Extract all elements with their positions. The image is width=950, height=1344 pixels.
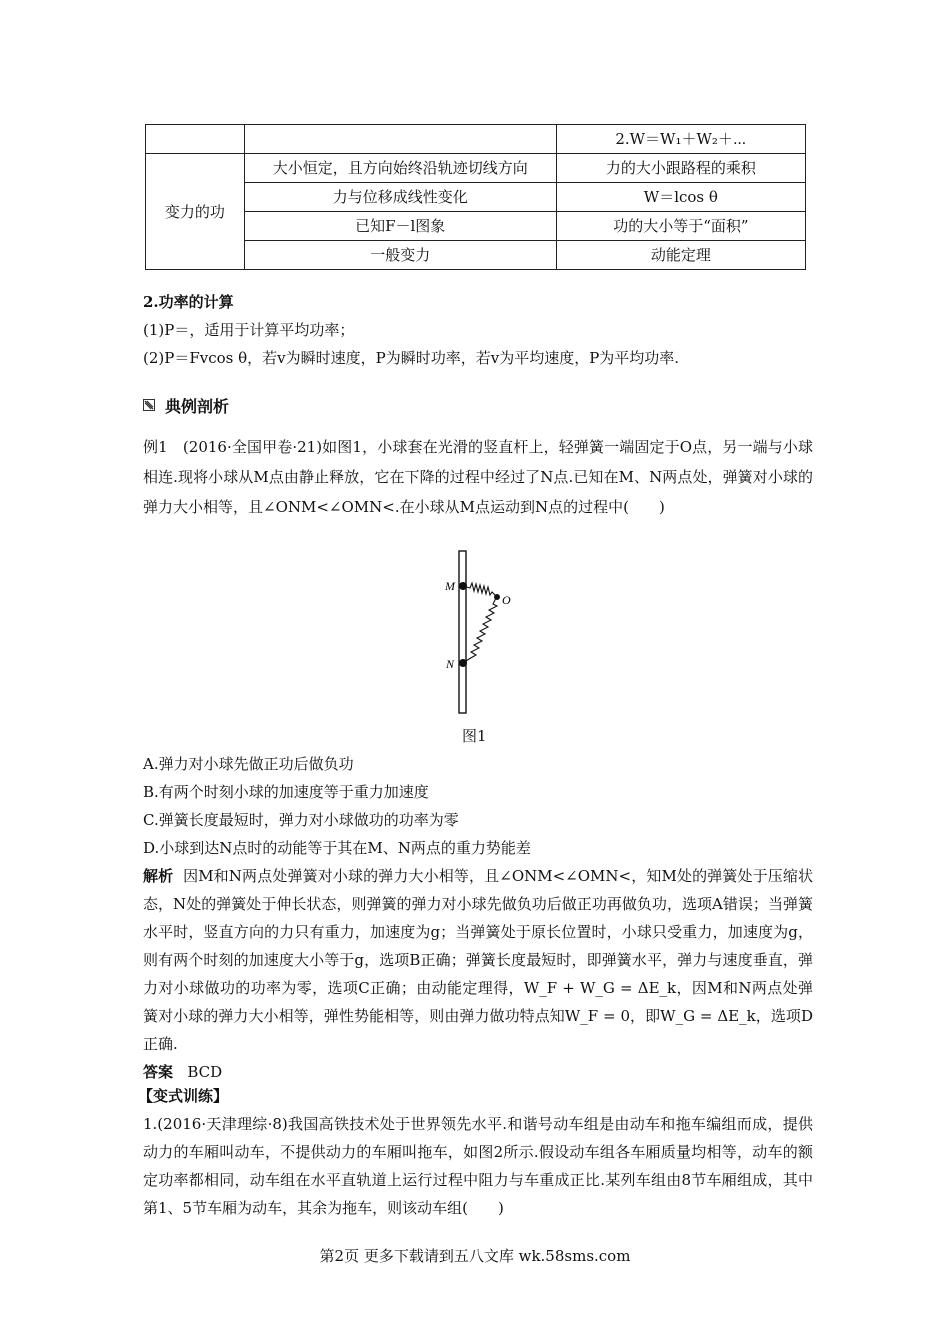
table-cell-condition: 一般变力: [244, 241, 556, 270]
table-row: [146, 125, 806, 154]
point-o: [494, 594, 500, 600]
answer-label: 答案: [143, 1063, 174, 1081]
table-row: [146, 183, 806, 212]
page-footer: 第2页 更多下载请到五八文库 wk.58sms.com: [319, 1247, 631, 1265]
table-row: [146, 241, 806, 270]
section-heading: [143, 392, 229, 418]
spring-diagonal: [463, 598, 497, 663]
table-cell-method: 动能定理: [556, 241, 805, 270]
answer-value: BCD: [187, 1063, 223, 1081]
ball-m: [459, 582, 467, 590]
option-b: B.有两个时刻小球的加速度等于重力加速度: [143, 783, 429, 801]
table-row: [146, 212, 806, 241]
section-title: 典例剖析: [165, 396, 230, 416]
power-line-2: (2)P＝Fvcos θ，若v为瞬时速度，P为瞬时功率，若v为平均速度，P为平均功率.: [143, 349, 680, 367]
vertical-rod: [459, 551, 466, 713]
table-cell-condition: 力与位移成线性变化: [244, 183, 556, 212]
work-calculation-table: [145, 124, 806, 270]
variant-question: 1.(2016·天津理综·8)我国高铁技术处于世界领先水平.和谐号动车组是由动车和拖车编组而成，提供动力的车厢叫动车，不提供动力的车厢叫拖车，如图2所示.假设动车组各车厢质量均相等，动车的额定功率都相同，动车组在水平直轨道上运行过程中阻力与车重成正比.某列车组由8节车厢组成，其中第1、5节车厢为动车，其余为拖车，则该动车组( ): [143, 1115, 813, 1217]
option-a: A.弹力对小球先做正功后做负功: [143, 755, 354, 773]
table-cell: 2.W＝W₁＋W₂＋⋯: [556, 125, 805, 154]
power-line-1: (1)P＝，适用于计算平均功率；: [143, 321, 355, 339]
section-square-icon: [143, 399, 155, 411]
variant-label: [138, 1082, 808, 1110]
label-n: N: [446, 657, 455, 671]
table-cell-method: 功的大小等于“面积”: [556, 212, 805, 241]
example-question: 例1 (2016·全国甲卷·21)如图1，小球套在光滑的竖直杆上，轻弹簧一端固定于O点，另一端与小球相连.现将小球从M点由静止释放，它在下降的过程中经过了N点.已知在M、N两点处，弹簧对小球的弹力大小相等，且∠ONM<∠OMN<.在小球从M点运动到N点的过程中( ): [143, 438, 813, 516]
power-heading: 2.功率的计算: [143, 293, 234, 311]
label-o: O: [502, 593, 511, 607]
figure-caption: 图1: [462, 727, 487, 745]
table-cell-method: W＝lcos θ: [556, 183, 805, 212]
figure-rod-spring: [436, 546, 526, 718]
variable-work-label: 变力的功: [146, 154, 245, 270]
analysis: [143, 862, 813, 1058]
options-list: [143, 750, 813, 862]
analysis-label: 解析: [143, 867, 174, 885]
ball-n: [459, 659, 467, 667]
table-cell: [146, 125, 245, 154]
table-row: [146, 154, 806, 183]
table-cell-condition: 已知F－l图象: [244, 212, 556, 241]
option-c: C.弹簧长度最短时，弹力对小球做功的功率为零: [143, 811, 459, 829]
table-cell-method: 力的大小跟路程的乘积: [556, 154, 805, 183]
power-section: [143, 288, 813, 372]
analysis-text: 因M和N两点处弹簧对小球的弹力大小相等，且∠ONM<∠OMN<，知M处的弹簧处于压缩状态，N处的弹簧处于伸长状态，则弹簧的弹力对小球先做负功后做正功再做负功，选项A错误；当弹簧水平时，竖直方向的力只有重力，加速度为g；当弹簧处于原长位置时，小球只受重力，加速度为g，则有两个时刻的加速度大小等于g，选项B正确；弹簧长度最短时，即弹簧水平，弹力与速度垂直，弹力对小球做功的功率为零，选项C正确；由动能定理得，W_F + W_G = ΔE_k，因M和N两点处弹簧对小球的弹力大小相等，弹性势能相等，则由弹力做功特点知W_F = 0，即W_G = ΔE_k，选项D正确.: [143, 867, 813, 1053]
label-m: M: [445, 579, 455, 593]
table-cell: [244, 125, 556, 154]
spring-horizontal: [463, 583, 496, 596]
option-d: D.小球到达N点时的动能等于其在M、N两点的重力势能差: [143, 839, 531, 857]
variant-label-text: 【变式训练】: [138, 1087, 229, 1105]
table-cell-condition: 大小恒定，且方向始终沿轨迹切线方向: [244, 154, 556, 183]
